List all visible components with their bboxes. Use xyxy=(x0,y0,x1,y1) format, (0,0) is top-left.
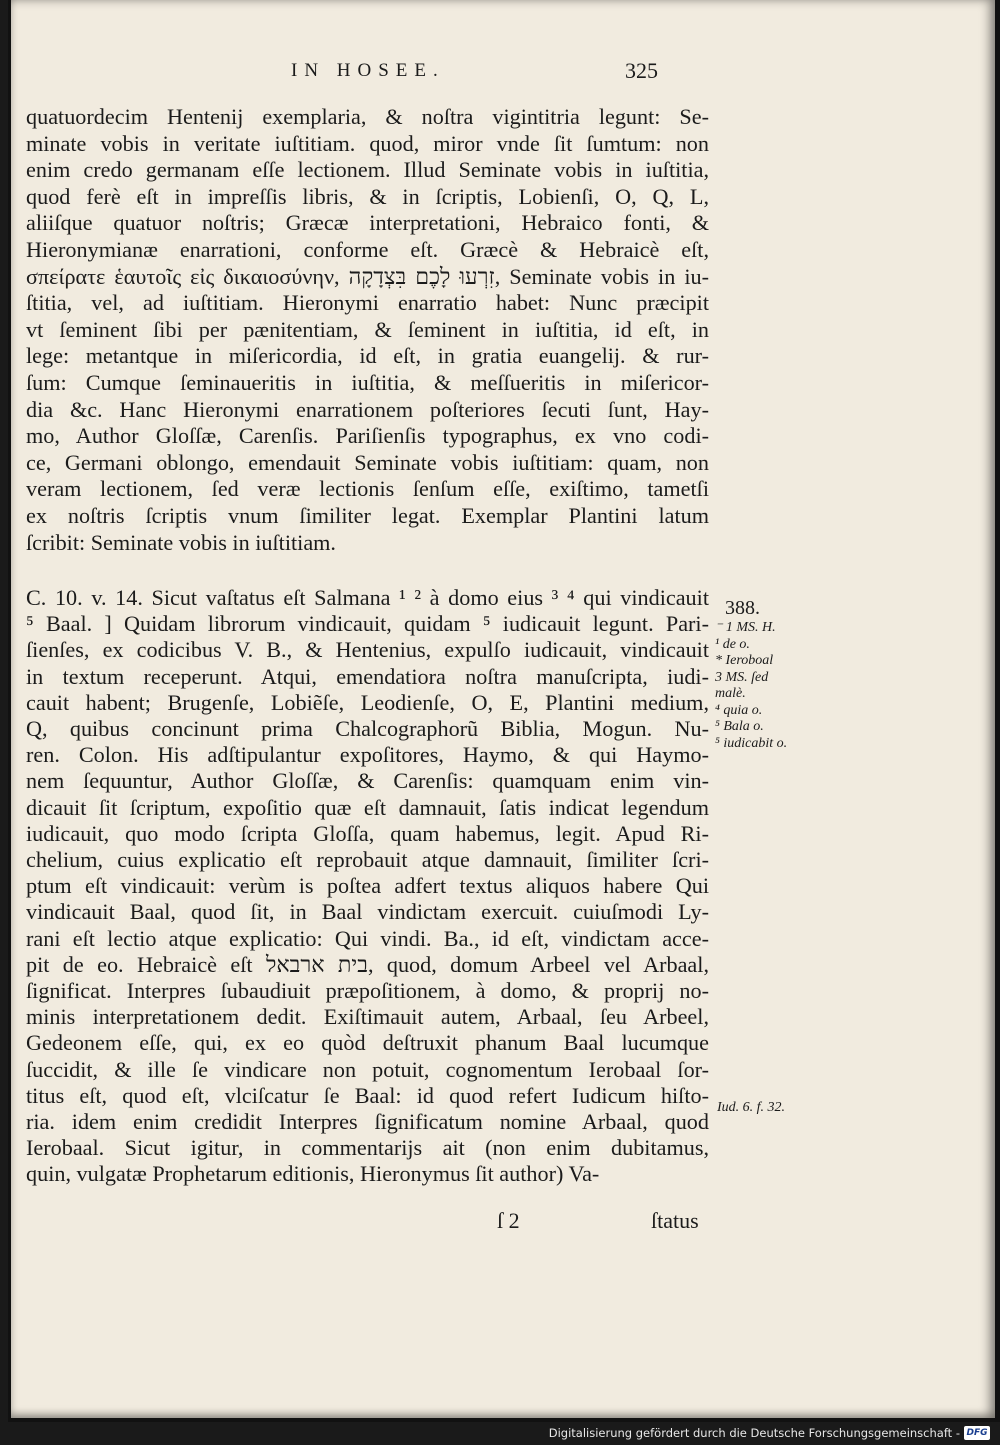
text-line: Q, quibus concinunt prima Chalcographorũ Biblia, Mogun. Nu- xyxy=(26,716,709,742)
text-line: Gedeonem eſſe, qui, ex eo quòd deſtruxit phanum Baal lucumque xyxy=(26,1030,709,1056)
text-line: quatuordecim Hentenij exemplaria, & noſtra vigintitria legunt: Se- xyxy=(26,104,709,129)
paragraph-2 xyxy=(26,585,709,1188)
text-line: minis interpretationem dedit. Exiſtimauit autem, Arbaal, ſeu Arbeel, xyxy=(26,1004,709,1030)
margin-note: ⁵ iudicabit o. xyxy=(715,735,788,751)
text-line: ce, Germani oblongo, emendauit Seminate vobis iuſtitiam: quam, non xyxy=(26,449,709,475)
text-line: ſum: Cumque ſeminaueritis in iuſtitia, & meſſueritis in miſericor- xyxy=(26,369,709,395)
text-line: pit de eo. Hebraicè eſt בית ארבאל, quod, domum Arbeel vel Arbaal, xyxy=(26,951,709,977)
margin-note: ⁵ Bala o. xyxy=(715,719,764,734)
text-line: ren. Colon. His adſtipulantur expoſitores, Haymo, & qui Haymo- xyxy=(26,742,709,768)
margin-note: malè. xyxy=(715,686,746,701)
text-line: ſienſes, ex codicibus V. B., & Hentenius, expulſo iudicauit, vindicauit xyxy=(26,637,709,663)
funding-notice: Digitalisierung gefördert durch die Deutsche Forschungsgemeinschaft - xyxy=(548,1426,960,1440)
text-line: dia &c. Hanc Hieronymi enarrationem poſteriores ſecuti ſunt, Hay- xyxy=(26,396,709,422)
footer-bar xyxy=(0,1422,1000,1445)
text-line: ⁵ Baal. ] Quidam librorum vindicauit, quidam ⁵ iudicauit legunt. Pari- xyxy=(26,611,709,637)
text-line: ptum eſt vindicauit: verùm is poſtea adfert textus aliquos habere Qui xyxy=(26,873,709,899)
margin-note-number: 388. xyxy=(725,597,760,619)
running-head: IN HOSEE. xyxy=(291,60,445,81)
catchword: ſtatus xyxy=(651,1208,699,1233)
text-line: vindicauit Baal, quod ſit, in Baal vindictam exercuit. cuiuſmodi Ly- xyxy=(26,899,709,925)
text-line: Ierobaal. Sicut igitur, in commentarijs ait (non enim dubitamus, xyxy=(26,1135,709,1161)
text-line: σπείρατε ἑαυτοῖς εἰς δικαιοσύνην, זִרְעוּ לָכֶם בִּצְדָקָה, Seminate vobis in iu- xyxy=(26,263,709,289)
text-line: ſuccidit, & ille ſe vindicare non potuit, cognomentum Ierobaal ſor- xyxy=(26,1056,709,1082)
text-line: cauit habent; Brugenſe, Lobiẽſe, Leodienſe, O, E, Plantini medium, xyxy=(26,689,709,715)
text-line: chelium, cuius explicatio eſt reprobauit atque damnauit, ſimiliter ſcri- xyxy=(26,847,709,873)
text-line: quin, vulgatæ Prophetarum editionis, Hieronymus ſit author) Va- xyxy=(26,1161,600,1187)
margin-note: 3 MS. ſed xyxy=(715,669,769,685)
margin-note: ⁴ quia o. xyxy=(715,702,763,718)
text-line: ſcribit: Seminate vobis in iuſtitiam. xyxy=(26,529,336,555)
text-line: ſignificat. Interpres ſubaudiuit præpoſitionem, à domo, & proprij no- xyxy=(26,978,709,1004)
text-line: nem ſequuntur, Author Gloſſæ, & Carenſis: quamquam enim vin- xyxy=(26,768,709,794)
text-line: in textum receperunt. Atqui, emendatiora noſtra manuſcripta, iudi- xyxy=(26,663,709,689)
text-line: ex noſtris ſcriptis vnum ſimiliter legat. Exemplar Plantini latum xyxy=(26,502,709,528)
margin-notes xyxy=(715,596,815,752)
text-line: quod ferè eſt in impreſſis libris, & in ſcriptis, Lobienſi, O, Q, L, xyxy=(26,183,709,209)
text-line: ria. idem enim credidit Interpres ſignificatum nomine Arbaal, quod xyxy=(26,1109,709,1135)
dfg-logo: DFG xyxy=(964,1426,990,1440)
text-line: Hieronymianæ enarrationi, conforme eſt. Græcè & Hebraicè eſt, xyxy=(26,236,709,262)
text-line: ſtitia, vel, ad iuſtitiam. Hieronymi enarratio habet: Nunc præcipit xyxy=(26,290,709,316)
text-line: titus eſt, quod eſt, vlciſcatur ſe Baal: id quod refert Iudicum hiſto- xyxy=(26,1082,709,1108)
scan-frame xyxy=(8,0,1000,1422)
text-line: rani eſt lectio atque explicatio: Qui vindi. Ba., id eſt, vindictam acce- xyxy=(26,925,709,951)
text-line: aliiſque quatuor noſtris; Græcæ interpretationi, Hebraico fonti, & xyxy=(26,210,709,236)
text-line: dicauit ſit ſcriptum, expoſitio quæ eſt damnauit, ſatis indicat legendum xyxy=(26,794,709,820)
text-line: veram lectionem, ſed veræ lectionis ſenſum eſſe, exiſtimo, tametſi xyxy=(26,476,709,502)
margin-reference: Iud. 6. f. 32. xyxy=(717,1100,786,1115)
signature-mark: ſ 2 xyxy=(497,1208,520,1233)
text-line: enim credo germanam eſſe lectionem. Illud Seminate vobis in iuſtitia, xyxy=(26,157,709,183)
paragraph-1 xyxy=(26,104,709,556)
text-line: iudicauit, quo modo ſcripta Gloſſa, quam habemus, legit. Apud Ri- xyxy=(26,820,709,846)
text-line: C. 10. v. 14. Sicut vaſtatus eſt Salmana ¹ ² à domo eius ³ ⁴ qui vindicauit xyxy=(26,585,709,610)
margin-note: * Ieroboal xyxy=(715,653,774,668)
page-number: 325 xyxy=(625,58,658,83)
text-line: minate vobis in veritate iuſtitiam. quod, miror vnde ſit ſumtum: non xyxy=(26,130,709,156)
margin-note: ⁻ 1 MS. H. xyxy=(715,620,776,635)
text-line: lege: metantque in miſericordia, id eſt, in gratia euangelij. & rur- xyxy=(26,343,709,369)
margin-note: ¹ de o. xyxy=(715,636,750,652)
book-page xyxy=(11,0,995,1418)
text-line: vt ſeminent ſibi per pænitentiam, & ſeminent in iuſtitia, id eſt, in xyxy=(26,316,709,342)
text-line: mo, Author Gloſſæ, Carenſis. Pariſienſis typographus, ex vno codi- xyxy=(26,423,709,449)
